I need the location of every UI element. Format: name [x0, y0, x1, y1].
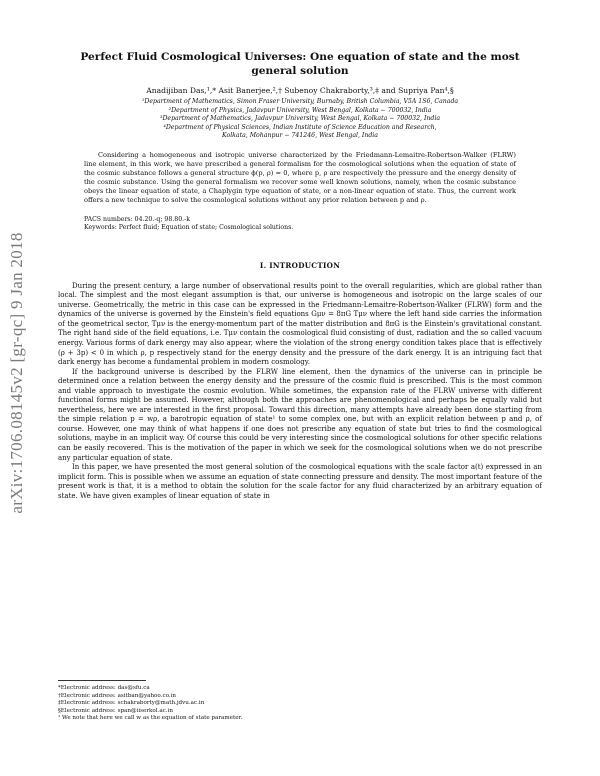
body-paragraph: If the background universe is described by the FLRW line element, then the dynamics of the universe can in principle be determined once a relation between the energy density and the pressure of the cosmic fluid is prescribed. This is the most common and viable approach to investigate the cosmic evolution. While sometimes, the expansion rate of the FLRW universe with different functional forms might be assumed. However, although both the approaches are phenomenological and perhaps be equally valid but nevertheless, here we are interested in the first proposal. Toward this direction, many attempts have already been done starting from the simple relation p = wρ, a barotropic equation of state¹ to some complex one, but with an explicit relation between p and ρ, of course. However, one may think of what happens if one does not prescribe any equation of state but tries to find the cosmological solutions, maybe in an implicit way. Of course this could be very interesting since the cosmological solutions for other specific relations can be easily recovered. This is the motivation of the paper in which we seek for the cosmological solutions when we do not prescribe any particular equation of state. [58, 367, 542, 462]
pacs-numbers: PACS numbers: 04.20.-q; 98.80.-k [84, 215, 190, 223]
affiliation-line: ¹Department of Mathematics, Simon Fraser University, Burnaby, British Columbia, V5A 1S6, Canada [141, 98, 459, 105]
arxiv-identifier: arXiv:1706.08145v2 [gr-qc] 9 Jan 2018 [7, 232, 26, 514]
footnote: ¹ We note that here we call w as the equation of state parameter. [58, 715, 243, 722]
paper-title: Perfect Fluid Cosmological Universes: One equation of state and the most general solution [80, 51, 520, 77]
affiliation-line: ²Department of Physics, Jadavpur University, West Bengal, Kolkata − 700032, India [168, 106, 432, 114]
paper-page [58, 50, 542, 501]
affiliations-block [58, 98, 542, 141]
affiliation-line: ⁴Department of Physical Sciences, Indian Institute of Science Education and Research, [163, 123, 437, 131]
affiliation-line: Kolkata, Mohanpur − 741246, West Bengal, India [222, 132, 378, 140]
arxiv-sidebar-stamp [2, 178, 32, 578]
footnote: †Electronic address: asitban@yahoo.co.in [58, 692, 177, 699]
introduction-body [58, 282, 542, 502]
affiliation-line: ³Department of Mathematics, Jadavpur University, West Bengal, Kolkata − 700032, India [159, 115, 441, 123]
footnotes [58, 680, 542, 723]
keywords: Keywords: Perfect fluid; Equation of state; Cosmological solutions. [84, 224, 294, 232]
footnote: *Electronic address: das@sfu.ca [58, 685, 150, 691]
footnote-divider [58, 680, 146, 681]
author-list: Anadijiban Das,¹,* Asit Banerjee,²,† Subenoy Chakraborty,³,‡ and Supriya Pan⁴,§ [146, 86, 454, 95]
footnote: §Electronic address: span@iiserkol.ac.in [58, 707, 173, 714]
body-paragraph: In this paper, we have presented the most general solution of the cosmological equations with the scale factor a(t) expressed in an implicit form. This is possible when we assume an equation of state connecting pressure and density. The most important feature of the present work is that, it is a method to obtain the solution for the scale factor for any fluid characterized by an arbitrary equation of state. We have given examples of linear equation of state in [58, 463, 542, 500]
section-heading: I. INTRODUCTION [259, 260, 341, 270]
footnote: ‡Electronic address: schakraborty@math.jdvu.ac.in [58, 700, 205, 707]
abstract: Considering a homogeneous and isotropic universe characterized by the Friedmann-Lemaitre-Robertson-Walker (FLRW) line element, in this work, we have prescribed a general formalism for the cosmological solutions when the equation of state of the cosmic substance follows a general structure ϕ(p, ρ) = 0, where p, ρ are respectively the pressure and the energy density of the cosmic substance. Using the general formalism we recover some well known solutions, namely, when the cosmic substance obeys the linear equation of state, a Chaplygin type equation of state, or a non-linear equation of state. Thus, the current work offers a new technique to solve the cosmological solutions without any prior relation between p and ρ. [84, 150, 516, 205]
body-paragraph: During the present century, a large number of observational results point to the overall regularities, which are global rather than local. The simplest and the most elegant assumption is that, our universe is homogeneous and isotropic on the large scales of our universe. Geometrically, the metric in this case can be expressed in the Friedmann-Lemaitre-Robertson-Walker (FLRW) form and the dynamics of the universe is governed by the Einstein's field equations Gμν = 8πG Tμν where the left hand side carries the information of the geometrical sector, Tμν is the energy-momentum part of the matter distribution and 8πG is the Einstein's gravitational constant. The right hand side of the field equations, i.e. Tμν contain the cosmological fluid consisting of dust, radiation and the so called vacuum energy. Various forms of dark energy may also appear, where the violation of the strong energy condition takes place that is effectively (ρ + 3p) < 0 in which ρ, p respectively stand for the energy density and the pressure of the dark energy. It is an intriguing fact that dark energy has become a fundamental problem in modern cosmology. [58, 281, 542, 367]
